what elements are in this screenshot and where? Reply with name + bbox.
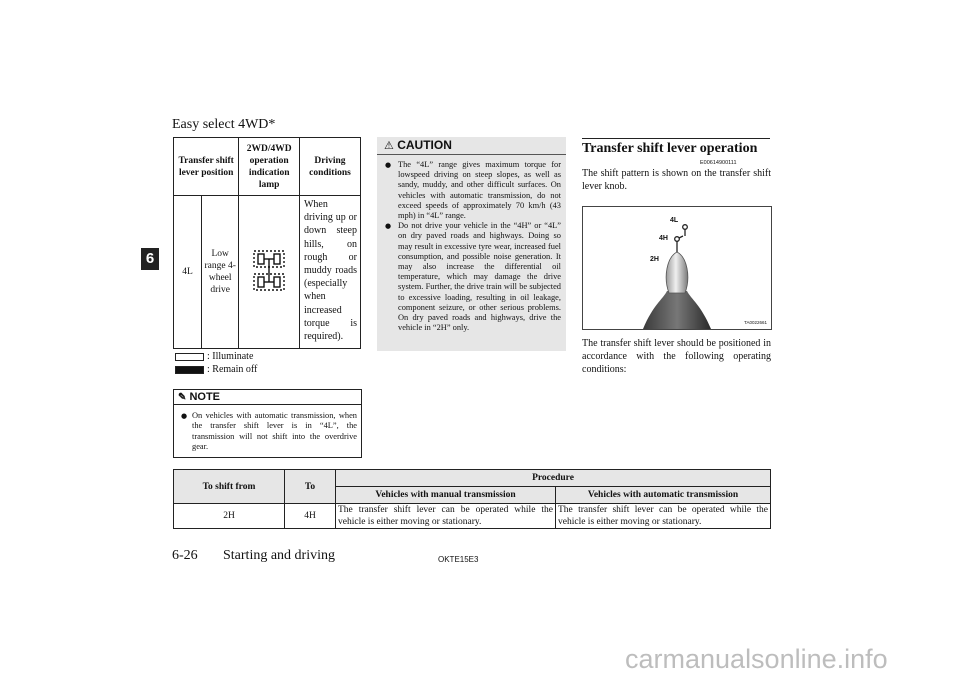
note-icon: ✎ (178, 392, 187, 403)
remain-off-swatch (175, 366, 204, 374)
illuminate-swatch (175, 353, 204, 361)
bullet-icon: ● (385, 222, 392, 231)
watermark: carmanualsonline.info (625, 644, 888, 674)
chapter-tab: 6 (141, 248, 159, 270)
conditions-paragraph: The transfer shift lever should be positioned in accordance with the following operating conditions: (582, 338, 771, 375)
note-item: ● On vehicles with automatic transmission, when the transfer shift lever is in “4L”, the transmission will not shift into the overdrive gear. (181, 411, 357, 452)
caution-item: ● The “4L” range gives maximum torque for lowspeed driving on steep slopes, as well as sandy, muddy, and other difficult surfaces. On vehicles with automatic transmission, do not exceed speeds of approximately 70 km/h (43 mph) in “4L” range. (385, 160, 561, 221)
note-header: ✎ NOTE (174, 390, 361, 405)
automatic-procedure-cell: The transfer shift lever can be operated while the vehicle is either moving or stationary. (556, 504, 771, 529)
procedure-table (173, 469, 771, 529)
shift-lever-knob-illustration (583, 207, 771, 329)
header-indication-lamp: 2WD/4WD operation indication lamp (239, 138, 300, 196)
shift-to-cell: 4H (285, 504, 336, 529)
shift-lever-figure (582, 206, 772, 330)
section-code: E00614900111 (700, 160, 737, 166)
driving-conditions-text: When driving up or down steep hills, on rough or muddy roads (especially when increased torque is required). (299, 196, 360, 349)
shift-label-4h: 4H (659, 235, 668, 242)
position-cell (174, 196, 239, 349)
header-driving-conditions: Driving conditions (299, 138, 360, 196)
4wd-indicator-icon (251, 248, 287, 294)
document-code: OKTE15E3 (438, 555, 479, 564)
page-number: 6-26 (172, 548, 198, 563)
bullet-icon: ● (385, 161, 392, 169)
shift-label-2h: 2H (650, 256, 659, 263)
manual-procedure-cell: The transfer shift lever can be operated while the vehicle is either moving or stationary. (336, 504, 556, 529)
caution-item: ● Do not drive your vehicle in the “4H” or “4L” on dry paved roads and highways. Doing so may result in excessive tyre wear, increased fuel consumption, and possible noise generation. It may also increase the differential oil temperature, which may damage the drive system. Further, the drive train will be subjected to excessive loading, resulting in oil leakage, component seizure, or other serious problems. On dry paved roads and highways, drive the vehicle in “2H” only. (385, 221, 561, 333)
caution-box (377, 137, 566, 351)
bullet-icon: ● (181, 412, 188, 420)
running-head: Easy select 4WD* (172, 117, 276, 132)
section-title: Transfer shift lever operation (582, 138, 770, 157)
legend-remain-off: : Remain off (175, 364, 257, 375)
legend-illuminate: : Illuminate (175, 351, 253, 362)
table-row (174, 504, 771, 529)
intro-paragraph: The shift pattern is shown on the transfer shift lever knob. (582, 168, 771, 192)
shift-from-cell: 2H (174, 504, 285, 529)
header-automatic: Vehicles with automatic transmission (556, 487, 771, 504)
caution-header: ⚠ CAUTION (377, 137, 566, 155)
header-lever-position: Transfer shift lever position (174, 138, 239, 196)
warning-triangle-icon: ⚠ (384, 139, 394, 152)
header-to: To (285, 470, 336, 504)
footer-title: Starting and driving (223, 548, 335, 563)
note-box (173, 389, 362, 458)
indication-lamp-cell (239, 196, 300, 349)
header-procedure: Procedure (336, 470, 771, 487)
position-desc: Low range 4-wheel drive (204, 249, 236, 295)
header-shift-from: To shift from (174, 470, 285, 504)
shift-label-4l: 4L (670, 217, 679, 224)
position-code: 4L (174, 196, 202, 348)
mode-table (173, 137, 361, 349)
figure-code: TA0022661 (744, 320, 767, 325)
header-manual: Vehicles with manual transmission (336, 487, 556, 504)
